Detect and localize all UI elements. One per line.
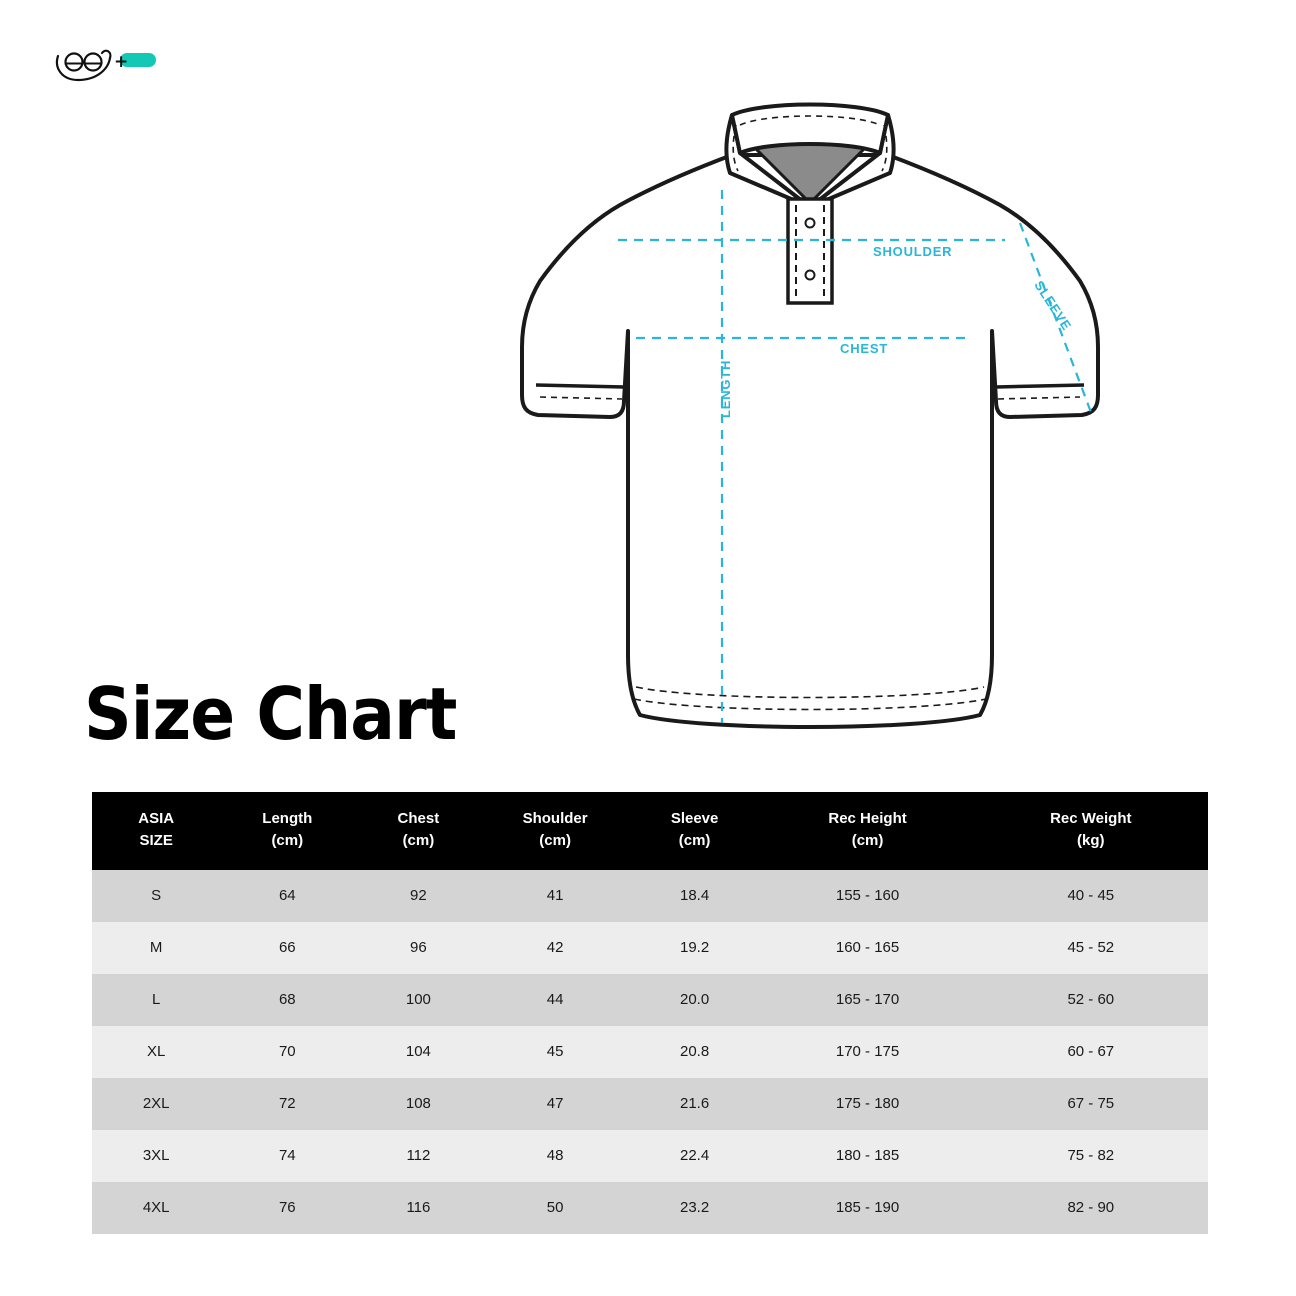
cell-size: 3XL xyxy=(92,1130,220,1182)
cell-rec-weight: 67 - 75 xyxy=(974,1078,1208,1130)
header-line-1: ASIA xyxy=(138,810,175,827)
label-sleeve: SLEEVE xyxy=(1031,278,1075,334)
column-header-shoulder xyxy=(483,792,628,870)
cell-chest: 104 xyxy=(354,1026,482,1078)
cell-chest: 116 xyxy=(354,1182,482,1234)
cell-rec-weight: 40 - 45 xyxy=(974,870,1208,922)
column-header-sleeve xyxy=(628,792,762,870)
column-header-rec-weight xyxy=(974,792,1208,870)
page-title: Size Chart xyxy=(84,672,457,756)
cell-chest: 96 xyxy=(354,922,482,974)
cell-chest: 112 xyxy=(354,1130,482,1182)
cell-chest: 108 xyxy=(354,1078,482,1130)
table-row xyxy=(92,1182,1208,1234)
header-line-2: (cm) xyxy=(539,831,571,849)
polo-shirt-diagram xyxy=(500,95,1120,755)
table-header-row xyxy=(92,792,1208,870)
header-line-2: (cm) xyxy=(678,831,711,849)
cell-shoulder: 44 xyxy=(483,974,628,1026)
header-line-2: (kg) xyxy=(1077,831,1105,849)
cell-rec-height: 155 - 160 xyxy=(762,870,974,922)
cell-length: 70 xyxy=(220,1026,354,1078)
cell-size: 4XL xyxy=(92,1182,220,1234)
cell-size: S xyxy=(92,870,220,922)
table-row xyxy=(92,1078,1208,1130)
column-header-rec-height xyxy=(762,792,974,870)
cell-shoulder: 45 xyxy=(483,1026,628,1078)
cell-shoulder: 47 xyxy=(483,1078,628,1130)
header-line-1: Chest xyxy=(397,810,440,827)
brand-logo xyxy=(52,42,182,88)
table-row xyxy=(92,1026,1208,1078)
label-length: LENGTH xyxy=(718,359,733,418)
column-header-chest xyxy=(354,792,482,870)
cell-rec-weight: 45 - 52 xyxy=(974,922,1208,974)
cell-rec-height: 180 - 185 xyxy=(762,1130,974,1182)
header-line-1: Rec Height xyxy=(828,810,907,827)
cell-rec-height: 165 - 170 xyxy=(762,974,974,1026)
cell-sleeve: 19.2 xyxy=(628,922,762,974)
header-line-2: SIZE xyxy=(139,831,173,849)
cell-sleeve: 20.0 xyxy=(628,974,762,1026)
cell-chest: 92 xyxy=(354,870,482,922)
cell-rec-weight: 82 - 90 xyxy=(974,1182,1208,1234)
cell-sleeve: 22.4 xyxy=(628,1130,762,1182)
svg-text:+: + xyxy=(114,52,129,72)
table-row xyxy=(92,974,1208,1026)
header-line-1: Sleeve xyxy=(670,810,719,827)
cell-sleeve: 23.2 xyxy=(628,1182,762,1234)
header-line-1: Length xyxy=(262,810,313,827)
cell-sleeve: 20.8 xyxy=(628,1026,762,1078)
header-line-1: Rec Weight xyxy=(1050,810,1132,827)
cell-size: 2XL xyxy=(92,1078,220,1130)
cell-sleeve: 18.4 xyxy=(628,870,762,922)
cell-length: 64 xyxy=(220,870,354,922)
table-row xyxy=(92,922,1208,974)
cell-rec-weight: 75 - 82 xyxy=(974,1130,1208,1182)
cell-chest: 100 xyxy=(354,974,482,1026)
cell-length: 76 xyxy=(220,1182,354,1234)
cell-shoulder: 41 xyxy=(483,870,628,922)
label-chest: CHEST xyxy=(840,341,889,356)
cell-shoulder: 42 xyxy=(483,922,628,974)
cell-size: M xyxy=(92,922,220,974)
cell-shoulder: 48 xyxy=(483,1130,628,1182)
cell-rec-height: 170 - 175 xyxy=(762,1026,974,1078)
cell-size: XL xyxy=(92,1026,220,1078)
table-row xyxy=(92,1130,1208,1182)
cell-sleeve: 21.6 xyxy=(628,1078,762,1130)
cell-length: 72 xyxy=(220,1078,354,1130)
cell-length: 74 xyxy=(220,1130,354,1182)
header-line-1: Shoulder xyxy=(522,810,588,827)
cell-rec-height: 160 - 165 xyxy=(762,922,974,974)
column-header-asia-size xyxy=(92,792,220,870)
cell-shoulder: 50 xyxy=(483,1182,628,1234)
label-shoulder: SHOULDER xyxy=(873,244,953,259)
cell-rec-weight: 52 - 60 xyxy=(974,974,1208,1026)
table-row xyxy=(92,870,1208,922)
header-line-2: (cm) xyxy=(271,831,304,849)
size-table-wrapper xyxy=(92,792,1208,1234)
cell-size: L xyxy=(92,974,220,1026)
cell-rec-height: 185 - 190 xyxy=(762,1182,974,1234)
header-line-2: (cm) xyxy=(402,831,435,849)
cell-length: 66 xyxy=(220,922,354,974)
cell-rec-height: 175 - 180 xyxy=(762,1078,974,1130)
cell-length: 68 xyxy=(220,974,354,1026)
column-header-length xyxy=(220,792,354,870)
size-table xyxy=(92,792,1208,1234)
cell-rec-weight: 60 - 67 xyxy=(974,1026,1208,1078)
header-line-2: (cm) xyxy=(851,831,884,849)
